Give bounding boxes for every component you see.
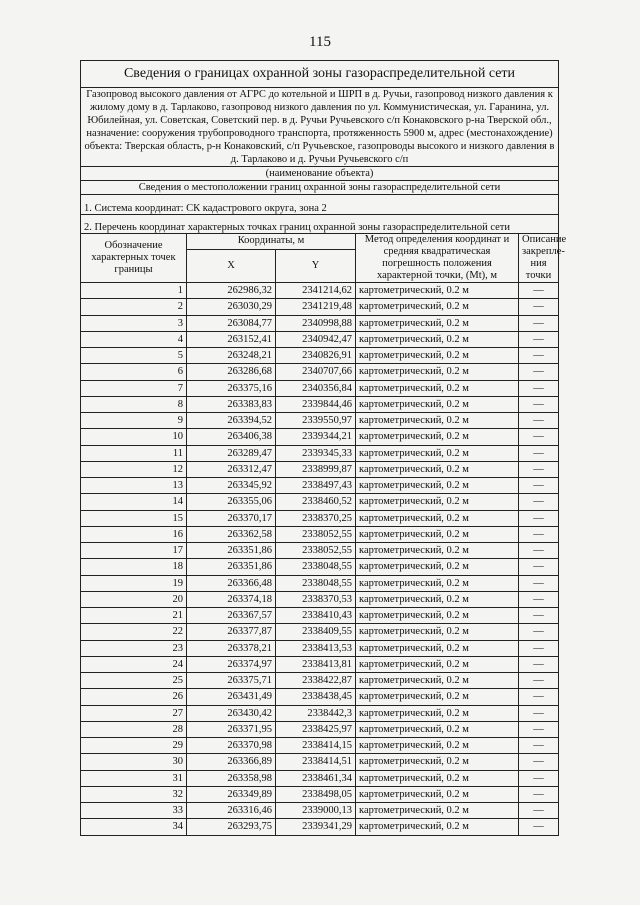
y-coordinate-cell: 2341219,48 (276, 299, 356, 315)
point-column-header: Обозначение характерных точек границы (81, 234, 187, 283)
y-coordinate-cell: 2338442,3 (276, 705, 356, 721)
table-row (81, 526, 559, 542)
point-number-cell: 17 (81, 543, 187, 559)
description-cell: — (519, 413, 559, 429)
description-column-header: Описание закрепле- ния точки (519, 234, 559, 283)
y-coordinate-cell: 2338409,55 (276, 624, 356, 640)
method-cell: картометрический, 0.2 м (356, 331, 519, 347)
y-coordinate-cell: 2338438,45 (276, 689, 356, 705)
x-coordinate-cell: 263370,98 (187, 738, 276, 754)
description-cell: — (519, 429, 559, 445)
x-coordinate-cell: 262986,32 (187, 283, 276, 299)
table-row (81, 754, 559, 770)
table-row (81, 786, 559, 802)
x-coordinate-cell: 263377,87 (187, 624, 276, 640)
method-cell: картометрический, 0.2 м (356, 819, 519, 835)
description-cell: — (519, 819, 559, 835)
method-cell: картометрический, 0.2 м (356, 315, 519, 331)
table-row (81, 510, 559, 526)
point-number-cell: 28 (81, 721, 187, 737)
method-cell: картометрический, 0.2 м (356, 656, 519, 672)
method-cell: картометрический, 0.2 м (356, 786, 519, 802)
x-coordinate-cell: 263430,42 (187, 705, 276, 721)
method-column-header: Метод определения координат и средняя квадратическая погрешность положения характерной точки, (Mt), м (356, 234, 519, 283)
description-cell: — (519, 494, 559, 510)
method-cell: картометрический, 0.2 м (356, 738, 519, 754)
coordinates-column-header: Координаты, м (187, 234, 356, 250)
description-cell: — (519, 705, 559, 721)
table-row (81, 331, 559, 347)
x-column-header: X (187, 249, 276, 282)
description-cell: — (519, 315, 559, 331)
description-cell: — (519, 721, 559, 737)
x-coordinate-cell: 263375,16 (187, 380, 276, 396)
table-row (81, 819, 559, 835)
x-coordinate-cell: 263248,21 (187, 348, 276, 364)
y-coordinate-cell: 2338413,53 (276, 640, 356, 656)
x-coordinate-cell: 263378,21 (187, 640, 276, 656)
method-cell: картометрический, 0.2 м (356, 478, 519, 494)
y-coordinate-cell: 2338370,25 (276, 510, 356, 526)
method-cell: картометрический, 0.2 м (356, 770, 519, 786)
x-coordinate-cell: 263367,57 (187, 608, 276, 624)
location-heading: Сведения о местоположении границ охранной зоны газораспределительной сети (81, 181, 559, 195)
method-cell: картометрический, 0.2 м (356, 348, 519, 364)
point-number-cell: 7 (81, 380, 187, 396)
y-coordinate-cell: 2340356,84 (276, 380, 356, 396)
x-coordinate-cell: 263394,52 (187, 413, 276, 429)
x-coordinate-cell: 263375,71 (187, 673, 276, 689)
coordinate-system: 1. Система координат: СК кадастрового округа, зона 2 (81, 195, 559, 215)
method-cell: картометрический, 0.2 м (356, 591, 519, 607)
x-coordinate-cell: 263362,58 (187, 526, 276, 542)
description-cell: — (519, 526, 559, 542)
description-cell: — (519, 689, 559, 705)
x-coordinate-cell: 263316,46 (187, 803, 276, 819)
x-coordinate-cell: 263351,86 (187, 559, 276, 575)
point-number-cell: 20 (81, 591, 187, 607)
point-number-cell: 25 (81, 673, 187, 689)
table-row (81, 640, 559, 656)
method-cell: картометрический, 0.2 м (356, 575, 519, 591)
table-row (81, 608, 559, 624)
method-cell: картометрический, 0.2 м (356, 429, 519, 445)
description-cell: — (519, 754, 559, 770)
y-coordinate-cell: 2338413,81 (276, 656, 356, 672)
point-number-cell: 5 (81, 348, 187, 364)
x-coordinate-cell: 263030,29 (187, 299, 276, 315)
method-cell: картометрический, 0.2 м (356, 510, 519, 526)
y-coordinate-cell: 2339550,97 (276, 413, 356, 429)
y-coordinate-cell: 2338414,51 (276, 754, 356, 770)
method-cell: картометрический, 0.2 м (356, 608, 519, 624)
method-cell: картометрический, 0.2 м (356, 283, 519, 299)
method-cell: картометрический, 0.2 м (356, 559, 519, 575)
x-coordinate-cell: 263370,17 (187, 510, 276, 526)
table-row (81, 478, 559, 494)
y-coordinate-cell: 2338410,43 (276, 608, 356, 624)
y-coordinate-cell: 2338498,05 (276, 786, 356, 802)
description-cell: — (519, 738, 559, 754)
y-coordinate-cell: 2338461,34 (276, 770, 356, 786)
method-cell: картометрический, 0.2 м (356, 705, 519, 721)
table-row (81, 299, 559, 315)
point-number-cell: 29 (81, 738, 187, 754)
object-description: Газопровод высокого давления от АГРС до котельной и ШРП в д. Ручьи, газопровод низкого давления к жилому дому в д. Тарлаково, газопровод низкого давления по ул. Коммунистическая, ул. Гаранина, ул. Юбилейная, ул. Советская, Советский пер. в д. Ручьи Ручьевского с/п Конаковского р-на Тверской обл., назначение: сооружения трубопроводного транспорта, протяженность 5900 м, адрес (местонахождение) объекта: Тверская область, р-н Конаковский, с/п Ручьевское, газопроводы высокого и низкого давления в д. Тарлаково и д. Ручьи Ручьевского с/п (81, 88, 559, 167)
description-cell: — (519, 786, 559, 802)
point-number-cell: 2 (81, 299, 187, 315)
point-number-cell: 14 (81, 494, 187, 510)
table-row (81, 315, 559, 331)
table-row (81, 348, 559, 364)
description-cell: — (519, 575, 559, 591)
table-row (81, 494, 559, 510)
table-row (81, 721, 559, 737)
point-number-cell: 9 (81, 413, 187, 429)
method-cell: картометрический, 0.2 м (356, 543, 519, 559)
table-row (81, 673, 559, 689)
table-row (81, 705, 559, 721)
point-number-cell: 21 (81, 608, 187, 624)
coordinates-table-body (81, 283, 559, 836)
description-cell: — (519, 656, 559, 672)
point-number-cell: 19 (81, 575, 187, 591)
x-coordinate-cell: 263383,83 (187, 396, 276, 412)
method-cell: картометрический, 0.2 м (356, 673, 519, 689)
table-row (81, 543, 559, 559)
point-number-cell: 1 (81, 283, 187, 299)
y-coordinate-cell: 2340826,91 (276, 348, 356, 364)
y-coordinate-cell: 2341214,62 (276, 283, 356, 299)
point-number-cell: 8 (81, 396, 187, 412)
table-row (81, 413, 559, 429)
y-coordinate-cell: 2339341,29 (276, 819, 356, 835)
x-coordinate-cell: 263431,49 (187, 689, 276, 705)
point-number-cell: 32 (81, 786, 187, 802)
table-row (81, 575, 559, 591)
point-number-cell: 30 (81, 754, 187, 770)
point-number-cell: 3 (81, 315, 187, 331)
point-number-cell: 4 (81, 331, 187, 347)
table-row (81, 445, 559, 461)
point-number-cell: 10 (81, 429, 187, 445)
method-cell: картометрический, 0.2 м (356, 754, 519, 770)
description-cell: — (519, 624, 559, 640)
y-coordinate-cell: 2338048,55 (276, 559, 356, 575)
y-column-header: Y (276, 249, 356, 282)
y-coordinate-cell: 2339000,13 (276, 803, 356, 819)
x-coordinate-cell: 263371,95 (187, 721, 276, 737)
point-number-cell: 26 (81, 689, 187, 705)
table-row (81, 656, 559, 672)
point-number-cell: 33 (81, 803, 187, 819)
description-cell: — (519, 461, 559, 477)
boundary-table (80, 60, 567, 836)
page-number: 115 (309, 34, 331, 50)
method-cell: картометрический, 0.2 м (356, 364, 519, 380)
point-number-cell: 11 (81, 445, 187, 461)
x-coordinate-cell: 263152,41 (187, 331, 276, 347)
method-cell: картометрический, 0.2 м (356, 640, 519, 656)
x-coordinate-cell: 263351,86 (187, 543, 276, 559)
description-cell: — (519, 608, 559, 624)
table-row (81, 283, 559, 299)
method-cell: картометрический, 0.2 м (356, 624, 519, 640)
description-cell: — (519, 543, 559, 559)
object-caption: (наименование объекта) (81, 167, 559, 181)
point-number-cell: 27 (81, 705, 187, 721)
description-cell: — (519, 803, 559, 819)
description-cell: — (519, 559, 559, 575)
y-coordinate-cell: 2338422,87 (276, 673, 356, 689)
table-row (81, 803, 559, 819)
x-coordinate-cell: 263374,18 (187, 591, 276, 607)
table-row (81, 770, 559, 786)
x-coordinate-cell: 263355,06 (187, 494, 276, 510)
coordinates-list-heading: 2. Перечень координат характерных точках границ охранной зоны газораспределительной сети (81, 215, 559, 234)
description-cell: — (519, 331, 559, 347)
description-cell: — (519, 673, 559, 689)
y-coordinate-cell: 2338414,15 (276, 738, 356, 754)
x-coordinate-cell: 263289,47 (187, 445, 276, 461)
description-cell: — (519, 380, 559, 396)
method-cell: картометрический, 0.2 м (356, 461, 519, 477)
description-cell: — (519, 770, 559, 786)
y-coordinate-cell: 2338052,55 (276, 543, 356, 559)
table-row (81, 591, 559, 607)
table-row (81, 396, 559, 412)
x-coordinate-cell: 263345,92 (187, 478, 276, 494)
point-number-cell: 31 (81, 770, 187, 786)
x-coordinate-cell: 263366,48 (187, 575, 276, 591)
y-coordinate-cell: 2340998,88 (276, 315, 356, 331)
description-cell: — (519, 396, 559, 412)
y-coordinate-cell: 2339344,21 (276, 429, 356, 445)
point-number-cell: 34 (81, 819, 187, 835)
x-coordinate-cell: 263349,89 (187, 786, 276, 802)
method-cell: картометрический, 0.2 м (356, 526, 519, 542)
method-cell: картометрический, 0.2 м (356, 299, 519, 315)
point-number-cell: 15 (81, 510, 187, 526)
description-cell: — (519, 445, 559, 461)
x-coordinate-cell: 263374,97 (187, 656, 276, 672)
point-number-cell: 12 (81, 461, 187, 477)
y-coordinate-cell: 2338052,55 (276, 526, 356, 542)
y-coordinate-cell: 2338048,55 (276, 575, 356, 591)
table-row (81, 429, 559, 445)
description-cell: — (519, 348, 559, 364)
description-cell: — (519, 364, 559, 380)
description-cell: — (519, 299, 559, 315)
point-number-cell: 18 (81, 559, 187, 575)
table-row (81, 624, 559, 640)
y-coordinate-cell: 2338370,53 (276, 591, 356, 607)
table-row (81, 738, 559, 754)
y-coordinate-cell: 2338460,52 (276, 494, 356, 510)
method-cell: картометрический, 0.2 м (356, 445, 519, 461)
y-coordinate-cell: 2338999,87 (276, 461, 356, 477)
table-row (81, 461, 559, 477)
description-cell: — (519, 478, 559, 494)
point-number-cell: 23 (81, 640, 187, 656)
x-coordinate-cell: 263286,68 (187, 364, 276, 380)
y-coordinate-cell: 2340707,66 (276, 364, 356, 380)
method-cell: картометрический, 0.2 м (356, 396, 519, 412)
method-cell: картометрический, 0.2 м (356, 380, 519, 396)
x-coordinate-cell: 263358,98 (187, 770, 276, 786)
table-row (81, 380, 559, 396)
method-cell: картометрический, 0.2 м (356, 413, 519, 429)
point-number-cell: 6 (81, 364, 187, 380)
y-coordinate-cell: 2338497,43 (276, 478, 356, 494)
y-coordinate-cell: 2340942,47 (276, 331, 356, 347)
point-number-cell: 22 (81, 624, 187, 640)
y-coordinate-cell: 2339844,46 (276, 396, 356, 412)
x-coordinate-cell: 263312,47 (187, 461, 276, 477)
table-row (81, 364, 559, 380)
method-cell: картометрический, 0.2 м (356, 689, 519, 705)
method-cell: картометрический, 0.2 м (356, 494, 519, 510)
description-cell: — (519, 510, 559, 526)
description-cell: — (519, 640, 559, 656)
description-cell: — (519, 591, 559, 607)
x-coordinate-cell: 263366,89 (187, 754, 276, 770)
description-cell: — (519, 283, 559, 299)
y-coordinate-cell: 2338425,97 (276, 721, 356, 737)
document-title: Сведения о границах охранной зоны газораспределительной сети (81, 61, 559, 88)
x-coordinate-cell: 263084,77 (187, 315, 276, 331)
point-number-cell: 13 (81, 478, 187, 494)
table-row (81, 689, 559, 705)
x-coordinate-cell: 263406,38 (187, 429, 276, 445)
method-cell: картометрический, 0.2 м (356, 721, 519, 737)
point-number-cell: 24 (81, 656, 187, 672)
y-coordinate-cell: 2339345,33 (276, 445, 356, 461)
point-number-cell: 16 (81, 526, 187, 542)
method-cell: картометрический, 0.2 м (356, 803, 519, 819)
table-row (81, 559, 559, 575)
x-coordinate-cell: 263293,75 (187, 819, 276, 835)
